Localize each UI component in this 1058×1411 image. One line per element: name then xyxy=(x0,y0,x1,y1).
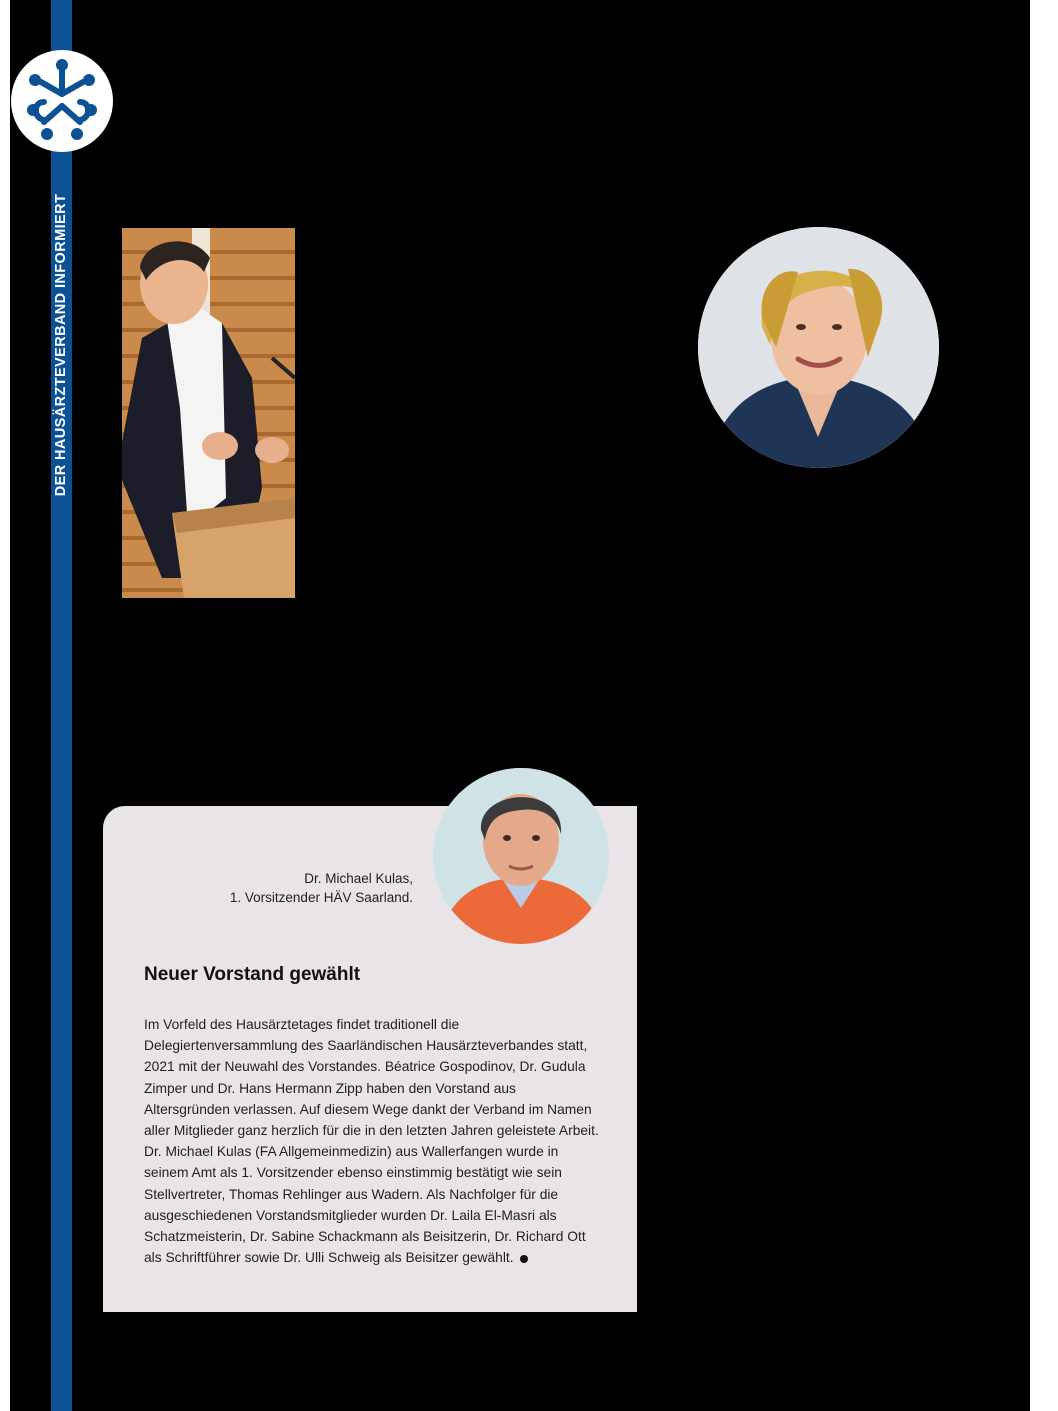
woman-illustration-icon xyxy=(698,227,939,468)
hausaerzteverband-logo-icon xyxy=(11,50,113,152)
page-margin-left xyxy=(0,0,10,1411)
side-bar-label: DER HAUSÄRZTEVERBAND INFORMIERT xyxy=(53,193,69,497)
box-heading: Neuer Vorstand gewählt xyxy=(144,964,361,985)
dr-michael-kulas-portrait-photo xyxy=(433,768,609,944)
caption-name: Dr. Michael Kulas, xyxy=(304,871,413,886)
woman-portrait-photo xyxy=(698,227,939,468)
end-dot-icon xyxy=(520,1255,528,1263)
speaker-at-podium-photo xyxy=(122,228,295,598)
photo-caption xyxy=(230,869,413,907)
box-body xyxy=(144,1014,599,1268)
caption-role: 1. Vorsitzender HÄV Saarland. xyxy=(229,890,413,905)
kulas-illustration-icon xyxy=(433,768,609,944)
page-margin-right xyxy=(1030,0,1058,1411)
body-paragraph-2-text: Dr. Michael Kulas (FA Allgemeinmedizin) aus Wallerfangen wurde in seinem Amt als 1. Vorsitzender ebenso einstimmig bestätigt wie sein Stellvertreter, Thomas Rehlinger aus Wadern. Als Nachfolger für die ausgeschiedenen Vorstandsmitglieder wurden Dr. Laila El-Masri als Schatzmeisterin, Dr. Sabine Schackmann als Beisitzerin, Dr. Richard Ott als Schriftführer sowie Dr. Ulli Schweig als Beisitzer gewählt. xyxy=(144,1144,586,1266)
body-paragraph-1: Im Vorfeld des Hausärztetages findet traditionell die Delegiertenversammlung des Saarländischen Hausärzteverbandes statt, 2021 mit der Neuwahl des Vorstandes. Béatrice Gospodinov, Dr. Gudula Zimper und Dr. Hans Hermann Zipp haben den Vorstand aus Altersgründen verlassen. Auf diesem Wege dankt der Verband im Namen aller Mitglieder ganz herzlich für die in den letzten Jahren geleistete Arbeit. xyxy=(144,1017,599,1139)
speaker-illustration-icon xyxy=(122,228,295,598)
body-paragraph-2 xyxy=(144,1141,599,1268)
logo-mark-icon xyxy=(11,50,113,152)
